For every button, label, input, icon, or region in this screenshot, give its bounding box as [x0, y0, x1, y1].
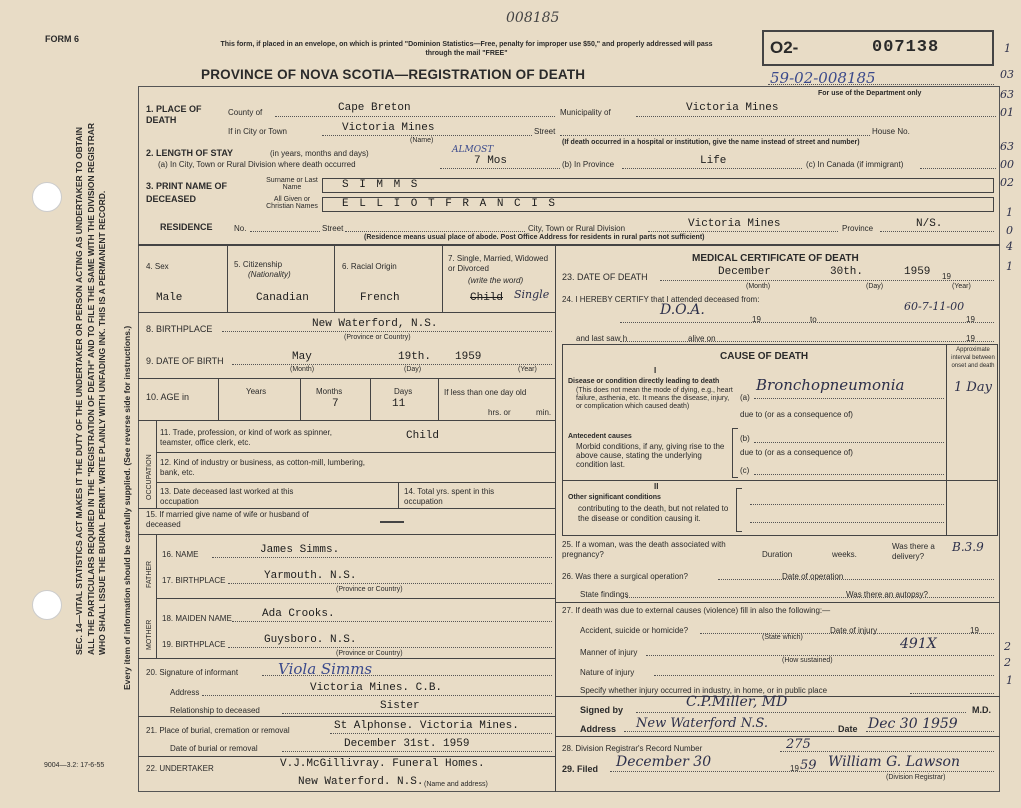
occ-q13: 13. Date deceased last worked at this occupation [160, 487, 294, 506]
certify-to-label: to [810, 315, 817, 324]
residence-city-line [648, 231, 838, 232]
accident-line [700, 633, 994, 634]
burial-bottom [138, 756, 555, 757]
injury-date-year: 19 [970, 626, 979, 635]
marital-label: 7. Single, Married, Widowed or Divorced [448, 254, 549, 273]
undertaker-label: 22. UNDERTAKER [146, 764, 214, 773]
external-causes-label: 27. If death was due to external causes (violence) fill in also the following:— [562, 606, 831, 615]
dob-month: May [292, 351, 312, 363]
dob-label: 9. DATE OF BIRTH [146, 356, 224, 366]
death-date-label: 23. DATE OF DEATH [562, 272, 648, 282]
age-years-label: Years [246, 387, 267, 396]
margin-code: 1 [1006, 674, 1013, 687]
occ-q15-bottom [138, 534, 555, 535]
marital-handwritten: Single [514, 288, 550, 301]
signed-handwritten: C.P.Miller, MD [686, 694, 788, 710]
record-number-line [780, 751, 994, 752]
department-use-note: For use of the Department only [818, 90, 922, 97]
registration-underline [768, 84, 994, 85]
age-days-label: Days [394, 387, 413, 396]
city-value: Victoria Mines [342, 122, 435, 134]
relationship-label: Relationship to deceased [170, 706, 260, 715]
injury-place-line [910, 693, 994, 694]
filed-year-prefix: 19 [790, 764, 799, 773]
residence-label: RESIDENCE [160, 222, 213, 232]
duration-label: Duration [762, 550, 793, 559]
side-instructions: Every item of information should be carefully supplied. (See reverse side for instructions.) [122, 325, 132, 690]
margin-code: 1 [1006, 260, 1013, 273]
cause-due-a: due to (or as a consequence of) [740, 410, 853, 419]
registrar-handwritten: William G. Lawson [828, 754, 960, 770]
death-date-year-prefix: 19 [942, 272, 951, 281]
cause-due-b: due to (or as a consequence of) [740, 448, 853, 457]
occ-q15: 15. If married give name of wife or husband of deceased [146, 510, 309, 529]
alive-on-year: 19 [966, 334, 975, 343]
father-mother-divider [156, 598, 555, 599]
personal-grid-bottom [138, 312, 555, 313]
injury-place-label: Specify whether injury occurred in industry, in home, or in public place [580, 686, 828, 695]
age-grid-bottom [138, 420, 555, 421]
mother-birthplace-sub: (Province or Country) [336, 650, 403, 657]
informant-signature: Viola Simms [278, 660, 373, 678]
burial-place-value: St Alphonse. Victoria Mines. [334, 720, 519, 732]
given-label: All Given or Christian Names [266, 196, 318, 210]
residence-note: (Residence means usual place of abode. Post Office Address for residents in rural parts not sufficient) [364, 234, 705, 241]
residence-street-line [345, 231, 525, 232]
margin-code: 01 [1000, 106, 1014, 119]
stay-city-value: 7 Mos [474, 155, 508, 167]
under-one-day-label: If less than one day old [444, 388, 527, 397]
margin-code: 63 [1000, 88, 1014, 101]
street-label: Street [534, 127, 556, 136]
age-grid-top [138, 378, 555, 379]
findings-line [626, 597, 994, 598]
registration-number: 007138 [872, 38, 940, 57]
occ-q12: 12. Kind of industry or business, as cotton-mill, lumbering, bank, etc. [160, 458, 365, 477]
registration-handwritten: 59-02-008185 [770, 69, 876, 87]
burial-date-value: December 31st. 1959 [344, 738, 470, 750]
pregnancy-label: 25. If a woman, was the death associated with pregnancy? [562, 540, 726, 559]
burial-place-label: 21. Place of burial, cremation or removal [146, 726, 290, 735]
informant-address-line [202, 695, 552, 696]
age-months-label: Months [316, 387, 343, 396]
relationship-value: Sister [380, 700, 420, 712]
accident-label: Accident, suicide or homicide? [580, 626, 689, 635]
mother-name-label: 18. MAIDEN NAME [162, 614, 232, 623]
dob-month-sub: (Month) [290, 366, 315, 373]
father-birthplace-sub: (Province or Country) [336, 586, 403, 593]
city-line [322, 135, 532, 136]
relationship-line [282, 713, 552, 714]
municipality-label: Municipality of [560, 108, 611, 117]
registrar-sub: (Division Registrar) [886, 774, 946, 781]
manner-line [646, 655, 994, 656]
county-value: Cape Breton [338, 102, 411, 114]
occupation-vertical-label: OCCUPATION [146, 454, 153, 500]
margin-code: 2 [1004, 640, 1011, 653]
citizenship-sub: (Nationality) [248, 270, 291, 279]
birthplace-label: 8. BIRTHPLACE [146, 324, 213, 334]
punch-hole-lower [32, 590, 62, 620]
personal-col [227, 246, 228, 312]
margin-code: 1 [1004, 42, 1011, 55]
delivery-label: Was there a delivery? [892, 542, 935, 561]
residence-province-label: Province [842, 224, 874, 233]
mother-birthplace-line [228, 647, 552, 648]
surname-label: Surname or Last Name [266, 177, 318, 191]
cause-roman-2: II [654, 482, 659, 491]
age-col [438, 378, 439, 420]
residence-no-line [250, 231, 320, 232]
nature-line [654, 675, 994, 676]
burial-date-label: Date of burial or removal [170, 744, 258, 753]
margin-code: 00 [1000, 158, 1014, 171]
form-number: FORM 6 [45, 34, 80, 44]
occ-q15-dash [380, 521, 404, 523]
cause-direct-note: (This does not mean the mode of dying, e.g., heart failure, asthenia, etc. It means the disease, injury, or complication which caused death) [576, 387, 733, 410]
mother-vertical-label: MOTHER [146, 619, 153, 650]
burial-place-line [330, 733, 552, 734]
cause-a-interval: 1 Day [954, 380, 992, 395]
citizenship-label: 5. Citizenship [234, 260, 283, 269]
death-day-sub: (Day) [866, 283, 884, 290]
filed-line [610, 771, 994, 772]
address-line [624, 731, 834, 732]
cause-b-line [754, 442, 944, 443]
street-line [560, 135, 870, 136]
cause-other-label: Other significant conditions [568, 494, 661, 501]
stay-canada-label: (c) In Canada (if immigrant) [806, 160, 904, 169]
parents-block-left [156, 534, 157, 658]
divider [138, 244, 1000, 246]
filed-handwritten: December 30 [616, 754, 712, 770]
city-label: If in City or Town [228, 127, 287, 136]
racial-label: 6. Racial Origin [342, 262, 397, 271]
informant-address-label: Address [170, 688, 200, 697]
father-birthplace-value: Yarmouth. N.S. [264, 570, 357, 582]
cause-title: CAUSE OF DEATH [720, 351, 809, 362]
state-which-sub: (State which) [762, 634, 803, 641]
margin-code: 4 [1006, 240, 1013, 253]
hrs-label: hrs. or [488, 408, 511, 417]
parents-bottom [138, 658, 555, 659]
nature-label: Nature of injury [580, 668, 635, 677]
racial-value: French [360, 292, 400, 304]
autopsy-label: Was there an autopsy? [846, 590, 928, 599]
alive-on-label: alive on [688, 334, 716, 343]
punch-hole-upper [32, 182, 62, 212]
age-col [218, 378, 219, 420]
stay-city-line [440, 168, 560, 169]
certify-label: 24. I HEREBY CERTIFY that I attended deceased from: [562, 295, 760, 304]
dob-year-sub: (Year) [518, 366, 537, 373]
father-name-value: James Simms. [260, 544, 340, 556]
occ-line [156, 482, 555, 483]
md-label: M.D. [972, 705, 991, 715]
given-value: E L L I O T F R A N C I S [342, 198, 558, 210]
filed-label: 29. Filed [562, 764, 599, 774]
cause-a-line [754, 398, 944, 399]
death-month-sub: (Month) [746, 283, 771, 290]
hospital-note: (If death occurred in a hospital or institution, give the name instead of street and number) [562, 139, 860, 146]
informant-sig-label: 20. Signature of informant [146, 668, 239, 677]
age-label: 10. AGE in [146, 392, 190, 402]
section-27-top [555, 602, 1000, 603]
informant-sig-line [262, 675, 552, 676]
dob-day: 19th. [398, 351, 432, 363]
cause-other-line-1 [750, 504, 944, 505]
margin-code: 0 [1006, 224, 1013, 237]
surgery-label: 26. Was there a surgical operation? [562, 572, 688, 581]
state-findings-label: State findings [580, 590, 629, 599]
stay-canada-line [920, 168, 996, 169]
cause-interval-head: Approximate interval between onset and death [951, 347, 995, 369]
county-label: County of [228, 108, 263, 117]
stay-almost: ALMOST [452, 145, 494, 155]
signed-line [636, 712, 966, 713]
name-sublabel: (Name) [410, 137, 434, 144]
father-name-label: 16. NAME [162, 550, 199, 559]
undertaker-value: V.J.McGillivray. Funeral Homes. [280, 758, 485, 770]
stay-province-line [622, 168, 802, 169]
mother-birthplace-label: 19. BIRTHPLACE [162, 640, 226, 649]
age-days-value: 11 [392, 398, 406, 410]
death-year-sub: (Year) [952, 283, 971, 290]
column-divider [555, 246, 556, 792]
surname-box [322, 178, 994, 193]
mother-name-line [232, 621, 552, 622]
dob-day-sub: (Day) [404, 366, 422, 373]
surgery-line [718, 579, 994, 580]
sex-label: 4. Sex [146, 262, 169, 271]
injury-date-label: Date of injury [830, 626, 878, 635]
undertaker-address: New Waterford. N.S. [298, 776, 424, 788]
cause-other-note: contributing to the death, but not related to the disease or condition causing it. [578, 504, 729, 523]
name-heading: 3. PRINT NAME OF DECEASED [146, 181, 228, 204]
cause-a-handwritten: Bronchopneumonia [756, 376, 905, 394]
occ-q14: 14. Total yrs. spent in this occupation [404, 487, 495, 506]
place-of-death-heading: 1. PLACE OF DEATH [146, 104, 202, 125]
personal-col [334, 246, 335, 312]
citizenship-value: Canadian [256, 292, 309, 304]
record-block-top [555, 736, 1000, 737]
father-birthplace-line [228, 583, 552, 584]
delivery-handwritten: B.3.9 [952, 540, 984, 554]
mail-instruction: This form, if placed in an envelope, on which is printed "Dominion Statistics—Free, penalty for improper use $50," and properly addressed will pass through the mail "FREE" [220, 41, 713, 57]
last-saw-label: and last saw h [576, 334, 628, 343]
occupation-block-left [156, 420, 157, 508]
margin-code: 03 [1000, 68, 1014, 81]
margin-code: 02 [1000, 176, 1014, 189]
municipality-value: Victoria Mines [686, 102, 779, 114]
how-sustained-sub: (How sustained) [782, 657, 833, 664]
age-col [300, 378, 301, 420]
address-handwritten: New Waterford N.S. [636, 716, 768, 731]
record-number-label: 28. Division Registrar's Record Number [562, 744, 703, 753]
certify-line [620, 322, 994, 323]
length-of-stay-heading: 2. LENGTH OF STAY [146, 148, 234, 158]
cause-c-label: (c) [740, 466, 750, 475]
age-months-value: 7 [332, 398, 339, 410]
side-statute-text: SEC. 14—VITAL STATISTICS ACT MAKES IT THE DUTY OF THE UNDERTAKER OR PERSON ACTING AS UNDERTAKER TO OBTAIN ALL THE PARTICULARS REQUIRED IN THE "REGISTRATION OF DEATH" AND TO FILE THE SAME WITH THE DIVISION REGISTRAR WHO SHALL ISSUE THE BURIAL PERMIT. WRITE PLAINLY WITH UNFADING INK. THIS IS A PERMANENT RECORD. [74, 122, 107, 655]
death-date-month: December [718, 266, 771, 278]
age-col [370, 378, 371, 420]
residence-province-line [880, 231, 994, 232]
occ-bottom [138, 508, 555, 509]
dob-line [232, 364, 552, 365]
weeks-label: weeks. [832, 550, 857, 559]
marital-sub: (write the word) [468, 276, 524, 285]
informant-address-value: Victoria Mines. C.B. [310, 682, 443, 694]
occ-q11: 11. Trade, profession, or kind of work as spinner, teamster, office clerk, etc. [160, 428, 332, 447]
residence-province-value: N/S. [916, 218, 943, 230]
death-date-year: 1959 [904, 266, 931, 278]
birthplace-sub: (Province or Country) [344, 334, 411, 341]
margin-code: 2 [1004, 656, 1011, 669]
cause-other-bracket [736, 488, 742, 532]
occ-line [156, 452, 555, 453]
house-label: House No. [872, 127, 910, 136]
mother-name-value: Ada Crooks. [262, 608, 335, 620]
cause-other-line-2 [750, 522, 944, 523]
certify-side-handwritten: 60-7-11-00 [904, 300, 965, 313]
birthplace-line [222, 331, 552, 332]
municipality-line [636, 116, 996, 117]
father-birthplace-label: 17. BIRTHPLACE [162, 576, 226, 585]
stamp-number-top: 008185 [506, 10, 560, 26]
cause-b-label: (b) [740, 434, 750, 443]
signed-label: Signed by [580, 705, 624, 715]
dob-year: 1959 [455, 351, 482, 363]
burial-date-line [282, 751, 552, 752]
occ-q11-value: Child [406, 430, 440, 442]
date-line [866, 731, 994, 732]
father-name-line [212, 557, 552, 558]
cause-direct-label: Disease or condition directly leading to death [568, 378, 720, 385]
filed-year: 59 [800, 758, 817, 773]
stay-province-value: Life [700, 155, 727, 167]
death-date-line [660, 280, 994, 281]
informant-bottom [138, 716, 555, 717]
certify-from-handwritten: D.O.A. [660, 302, 705, 318]
marital-typed: Child [470, 292, 504, 304]
margin-code: 1 [1006, 206, 1013, 219]
stay-city-label: (a) In City, Town or Rural Division where death occurred [158, 160, 356, 169]
death-date-day: 30th. [830, 266, 864, 278]
sex-value: Male [156, 292, 183, 304]
stay-province-label: (b) In Province [562, 160, 615, 169]
father-vertical-label: FATHER [146, 560, 153, 588]
cause-a-label: (a) [740, 393, 750, 402]
cause-antecedent: Antecedent causes [568, 433, 632, 440]
mother-birthplace-value: Guysboro. N.S. [264, 634, 357, 646]
record-number-handwritten: 275 [786, 737, 811, 752]
address-label: Address [580, 724, 617, 734]
cause-c-line [754, 474, 944, 475]
last-saw-line [620, 341, 994, 342]
date-label: Date [838, 724, 858, 734]
undertaker-sub: (Name and address) [424, 781, 488, 788]
manner-handwritten: 491X [900, 636, 937, 652]
certify-year-prefix: 19 [752, 315, 761, 324]
form-title: PROVINCE OF NOVA SCOTIA—REGISTRATION OF DEATH [201, 67, 586, 82]
surname-value: S I M M S [342, 179, 420, 191]
personal-col [442, 246, 443, 312]
occ-col [398, 482, 399, 508]
cause-divider [562, 480, 998, 481]
print-code: 9004—3.2: 17-6-55 [44, 762, 105, 769]
certify-year-prefix-2: 19 [966, 315, 975, 324]
birthplace-value: New Waterford, N.S. [312, 318, 438, 330]
cause-roman-1: I [654, 366, 657, 375]
residence-street-label: Street [322, 224, 344, 233]
county-line [275, 116, 555, 117]
residence-no-label: No. [234, 224, 247, 233]
medical-title: MEDICAL CERTIFICATE OF DEATH [692, 253, 859, 264]
residence-city-value: Victoria Mines [688, 218, 781, 230]
residence-city-label: City, Town or Rural Division [528, 224, 626, 233]
margin-code: 63 [1000, 140, 1014, 153]
manner-label: Manner of injury [580, 648, 638, 657]
date-handwritten: Dec 30 1959 [868, 716, 958, 732]
length-of-stay-hint: (in years, months and days) [270, 149, 369, 158]
operation-date-label: Date of operation [782, 572, 844, 581]
registration-prefix: O2- [770, 38, 799, 57]
min-label: min. [536, 408, 552, 417]
cause-interval-col [946, 344, 947, 536]
cause-antecedent-note: Morbid conditions, if any, giving rise to the above cause, stating the underlying condition last. [576, 442, 725, 469]
